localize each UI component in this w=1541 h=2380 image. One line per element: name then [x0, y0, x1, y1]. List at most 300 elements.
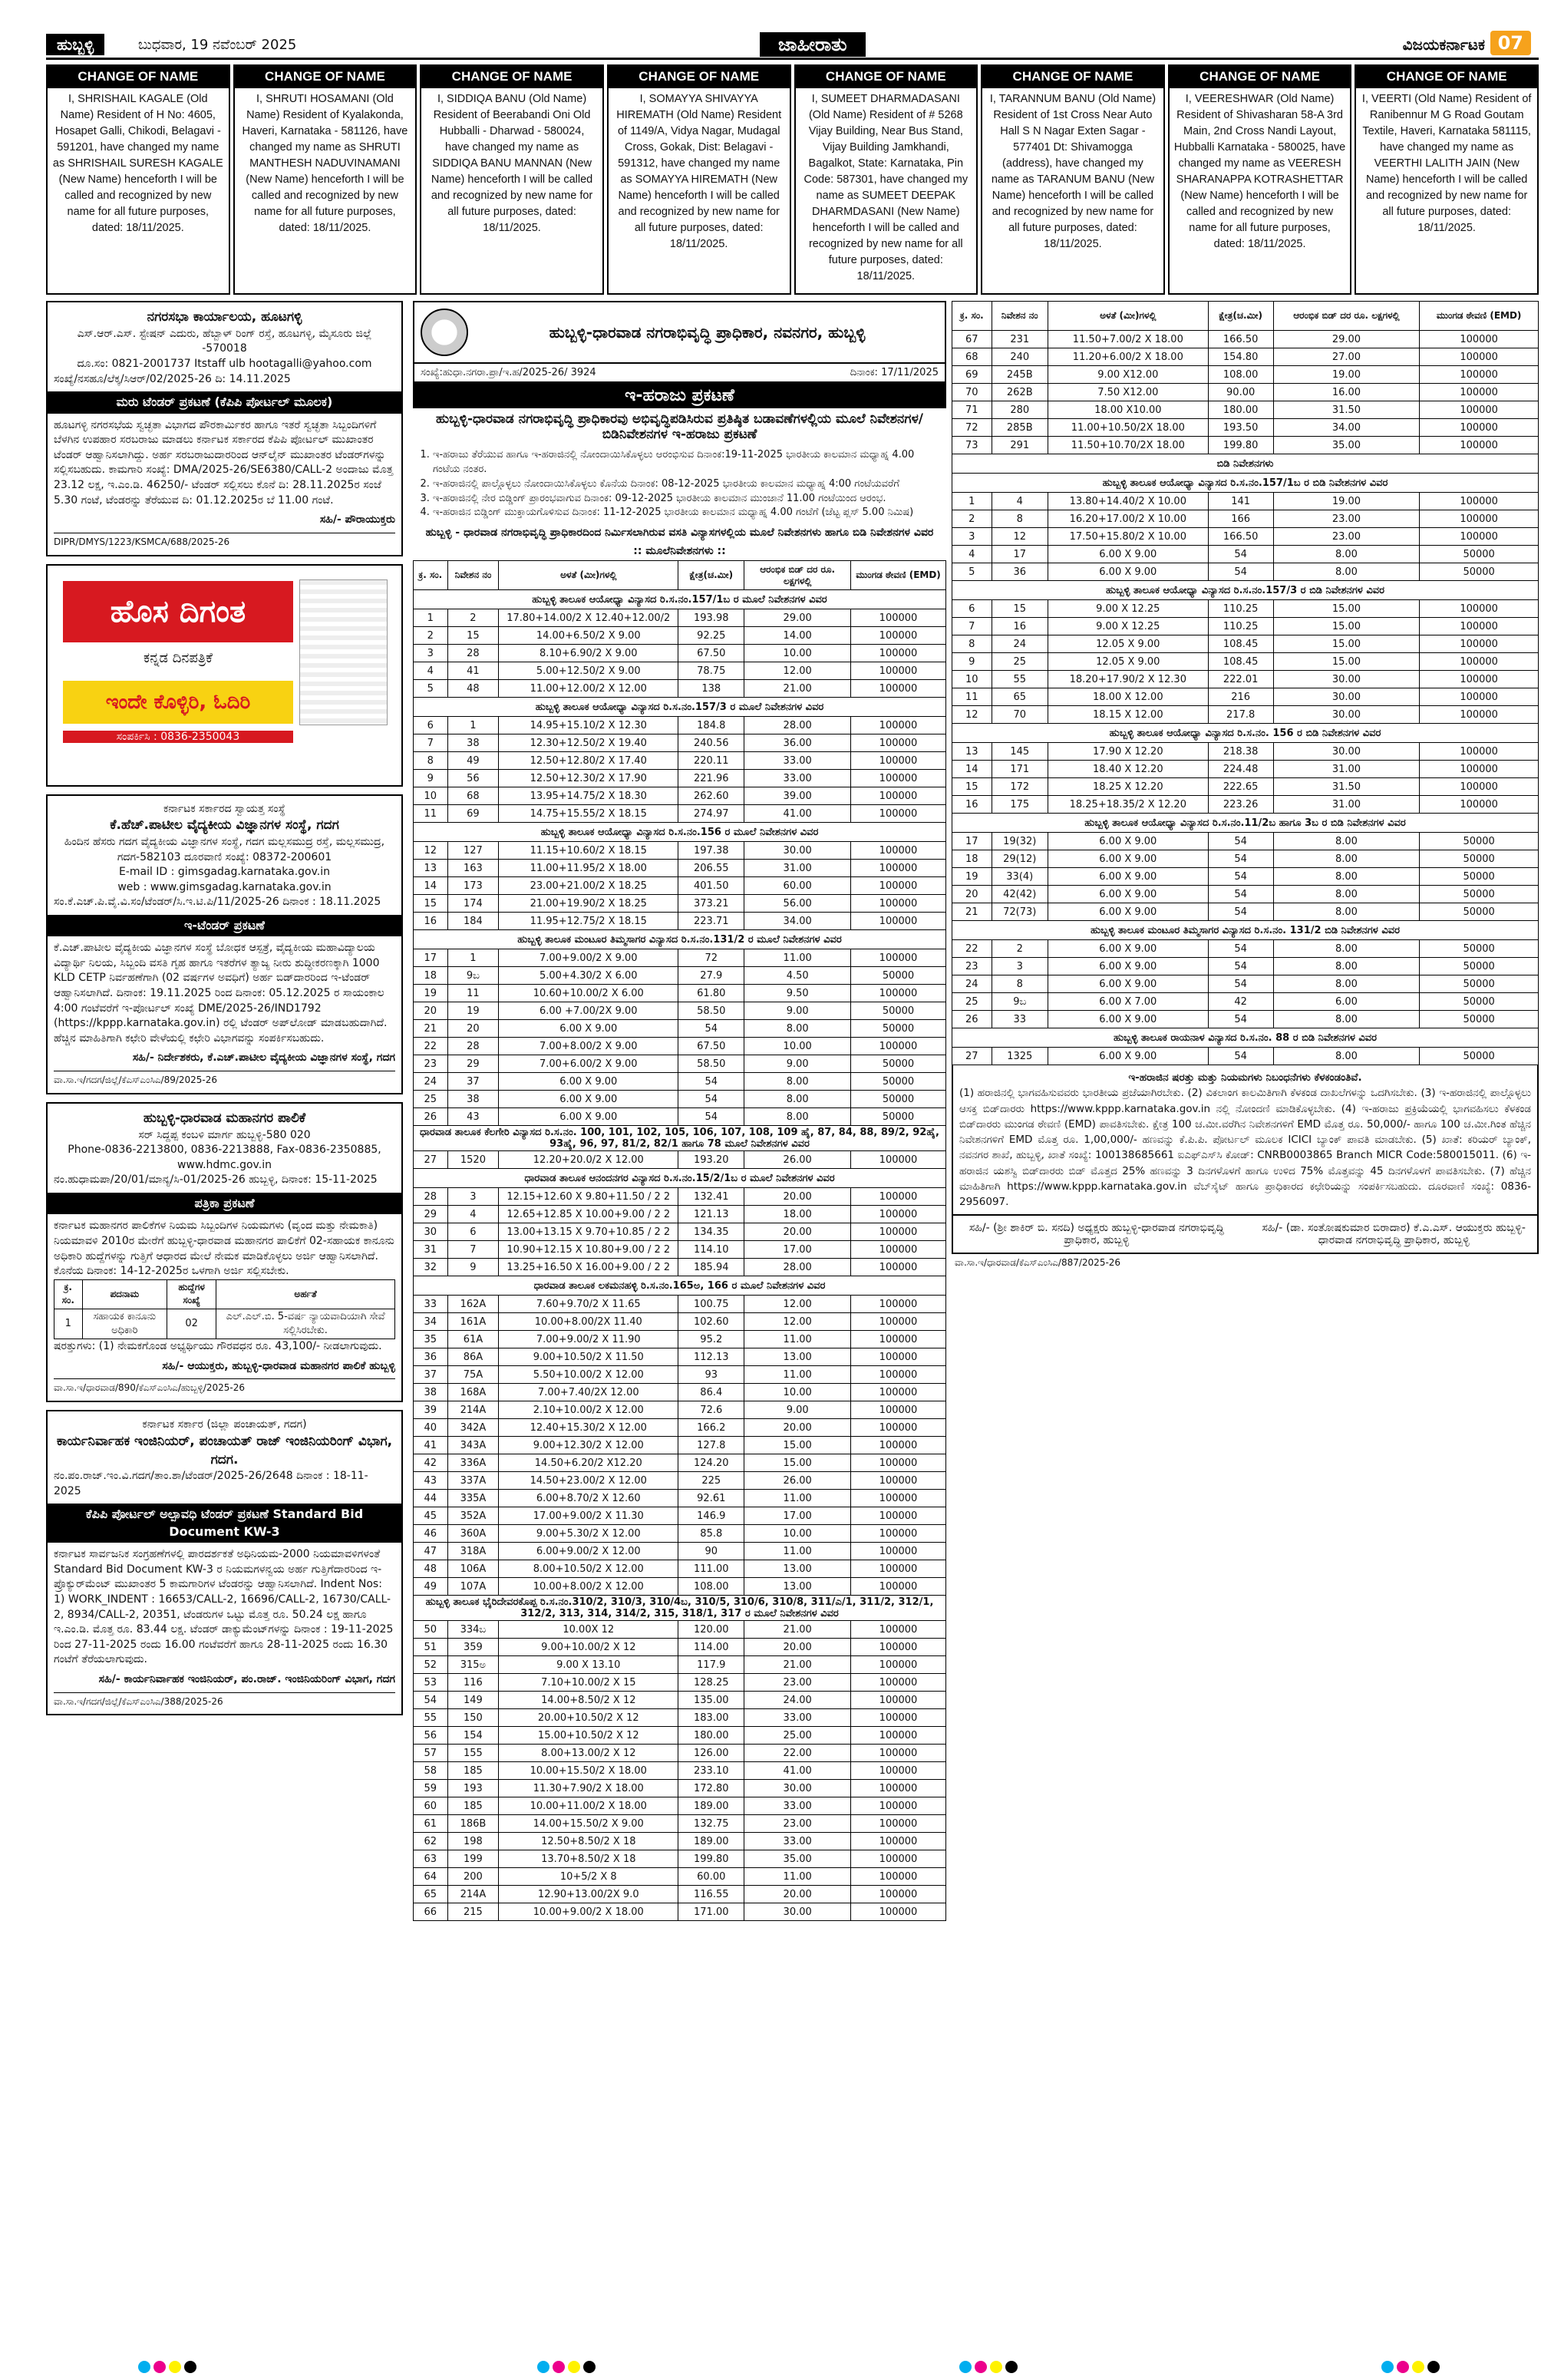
cell: 198 — [447, 1833, 499, 1850]
table-row — [952, 778, 1539, 796]
cell: 173 — [447, 877, 499, 895]
table-row — [952, 850, 1539, 868]
notice-body: ಹೂಟಗಳ್ಳಿ ನಗರಸಭೆಯ ಸ್ವಚ್ಛತಾ ವಿಭಾಗದ ಪೌರಕಾರ್ಮಿಕರ ಹಾಗೂ ಇತರೆ ಸ್ವಚ್ಛತಾ ಸಿಬ್ಬಂದಿಗಳಿಗೆ ಬೆಳಗಿನ ಉಪಹಾರ ಸರಬರಾಜು ಮಾಡಲು ಕರ್ನಾಟಕ ಸರ್ಕಾರದ ಕೆಪಿಪಿ ಪೋರ್ಟಲ್ ಮುಖಾಂತರ ಟೆಂಡರ್ ಆಹ್ವಾನಿಸಲಾಗಿದ್ದು. ಅರ್ಹ ಸರಬರಾಜುದಾರರಿಂದ ಆನ್‌ಲೈನ್ ಮುಖಾಂತರ ಟೆಂಡರ್‌ಗಳನ್ನು ಸಲ್ಲಿಸಬಹುದು. ಕಾಮಗಾರಿ ಸಂಖ್ಯೆ: DMA/2025-26/SE6380/CALL-2 ಅಂದಾಜು ಮೊತ್ತ 23.12 ಲಕ್ಷ, ಇ.ಎಂ.ಡಿ. 46250/- ಟೆಂಡರ್ ಸಲ್ಲಿಸಲು ಕೊನೆ ದಿ: 28.11.2025ರ ಸಂಜೆ 5.30 ಗಂಟೆ, ಟೆಂಡರನ್ನು ತೆರೆಯುವ ದಿ: 01.12.2025ರ ಬೆ 11.00 ಗಂಟೆ. — [54, 418, 394, 507]
cell: 19 — [414, 985, 448, 1002]
notice-ref: ಸಂ.ಕೆ.ಎಚ್.ಪಿ.ವೈ.ವಿ.ಸಂ/ಟೆಂಡರ್/ಸಿ.ಇ.ಟಿ.ಪಿ/11/2025-26 ದಿನಾಂಕ : 18.11.2025 — [54, 896, 381, 909]
notice-ref2: ವಾ.ಸಾ.ಇ/ಗದಗ/ಜಿಲ್ಲೆ/ಕೆಎಸ್ಎಂಸಿಎ/388/2025-26 — [54, 1692, 395, 1708]
cell: 18.40 X 12.20 — [1048, 761, 1208, 778]
cell: 10+5/2 X 8 — [499, 1868, 678, 1886]
table-row — [952, 384, 1539, 401]
cell: 285B — [992, 419, 1048, 437]
cell: 17.00 — [744, 1241, 851, 1259]
cell: 102.60 — [678, 1313, 744, 1331]
cell: 54 — [678, 1020, 744, 1038]
cell: 100000 — [851, 985, 946, 1002]
cell: 70 — [992, 706, 1048, 724]
cell: 48 — [414, 1560, 448, 1578]
cell: 20 — [447, 1020, 499, 1038]
table-row — [414, 949, 946, 967]
group-row — [414, 698, 946, 717]
cell: 50000 — [1420, 975, 1539, 993]
cell: 18.00 X 12.00 — [1048, 688, 1208, 706]
cell: 64 — [414, 1868, 448, 1886]
cell: 33.00 — [744, 1797, 851, 1815]
cell: 9 — [414, 770, 448, 787]
notice-sign: ಸಹಿ/- ಪೌರಾಯುಕ್ತರು — [319, 513, 395, 527]
cell: 6.00+9.00/2 X 12.00 — [499, 1543, 678, 1560]
cell: 199.80 — [1208, 437, 1273, 454]
cell: 121.13 — [678, 1206, 744, 1223]
cell: 11 — [447, 985, 499, 1002]
cell: 41 — [447, 662, 499, 680]
cell: 132.75 — [678, 1815, 744, 1833]
cell: 9.00 X 12.25 — [1048, 600, 1208, 618]
table-row — [414, 1259, 946, 1276]
cell: 9.00 X 12.25 — [1048, 618, 1208, 635]
cell: 225 — [678, 1472, 744, 1490]
cell: 38 — [447, 734, 499, 752]
cell: 183.00 — [678, 1709, 744, 1727]
cell: 10.90+12.15 X 10.80+9.00 / 2 2 — [499, 1241, 678, 1259]
cell: 67 — [952, 331, 992, 348]
notice-web: web : www.gimsgadag.karnataka.gov.in — [117, 880, 332, 893]
cell: 30.00 — [1273, 688, 1420, 706]
cell: 26 — [952, 1011, 992, 1028]
cell: 6.00 X 9.00 — [1048, 903, 1208, 921]
cell: 14.50+23.00/2 X 12.00 — [499, 1472, 678, 1490]
col-header: ನಿವೇಶನ ನಂ — [992, 302, 1048, 331]
cell: 69 — [952, 366, 992, 384]
cell: 70 — [952, 384, 992, 401]
cell: 36 — [414, 1348, 448, 1366]
cell: 12.15+12.60 X 9.80+11.50 / 2 2 — [499, 1188, 678, 1206]
black-dot — [583, 2361, 596, 2373]
cell: 23 — [414, 1055, 448, 1073]
cell: 106A — [447, 1560, 499, 1578]
col-header: ಅಳತೆ (ಮೀ)ಗಳಲ್ಲಿ — [499, 561, 678, 590]
group-row — [952, 581, 1539, 600]
cell: 11.95+12.75/2 X 18.15 — [499, 913, 678, 930]
hosadiganta-promo — [46, 564, 403, 787]
cell: 86A — [447, 1348, 499, 1366]
col-header: ಮುಂಗಡ ಠೇವಣಿ (EMD) — [851, 561, 946, 590]
cell: 100000 — [1420, 778, 1539, 796]
col-header: ಅರ್ಹತೆ — [216, 1279, 395, 1309]
cell: 26.00 — [744, 1151, 851, 1169]
magenta-dot — [1397, 2361, 1409, 2373]
cell: 50000 — [851, 1055, 946, 1073]
cell: 108.00 — [1208, 366, 1273, 384]
cell: 100000 — [851, 787, 946, 805]
cell: 11 — [414, 805, 448, 823]
cell: 15.00 — [744, 1437, 851, 1454]
cell: 9.00 — [744, 1401, 851, 1419]
table-row — [414, 913, 946, 930]
table-row — [414, 1903, 946, 1921]
cell: 54 — [678, 1073, 744, 1091]
cell: 21.00 — [744, 1656, 851, 1674]
cell: 193.20 — [678, 1151, 744, 1169]
cell: 100000 — [1420, 761, 1539, 778]
cell: 18.00 — [744, 1206, 851, 1223]
name-change-ads — [46, 64, 1539, 295]
cell: 100000 — [851, 1656, 946, 1674]
cell: 7.00+6.00/2 X 9.00 — [499, 1055, 678, 1073]
cell: 14.00+6.50/2 X 9.00 — [499, 627, 678, 645]
cell: 7.00+9.00/2 X 11.90 — [499, 1331, 678, 1348]
cell: 38 — [447, 1091, 499, 1108]
cell: 59 — [414, 1780, 448, 1797]
cell: 9.50 — [744, 985, 851, 1002]
cell: 10 — [414, 787, 448, 805]
cell: 6.00 X 9.00 — [1048, 850, 1208, 868]
table-row — [414, 627, 946, 645]
cell: 37 — [414, 1366, 448, 1384]
black-dot — [1005, 2361, 1018, 2373]
table-row — [952, 761, 1539, 778]
table-row — [414, 1091, 946, 1108]
cell: 127 — [447, 842, 499, 860]
cell: 373.21 — [678, 895, 744, 913]
table-row — [414, 787, 946, 805]
yellow-dot — [568, 2361, 580, 2373]
group-label: ಹುಬ್ಬಳ್ಳಿ ತಾಲೂಕ ಮಂಟೂರ ತಿಮ್ಮಸಾಗರ ವಿನ್ಯಾಸದ ರಿ.ಸ.ನಂ. 131/2 ಬಿಡಿ ನಿವೇಶನಗಳ ವಿವರ — [952, 921, 1539, 940]
table-row — [414, 1348, 946, 1366]
auction-conditions — [952, 1065, 1539, 1216]
cell: 240.56 — [678, 734, 744, 752]
cell: 5.50+10.00/2 X 12.00 — [499, 1366, 678, 1384]
group-row — [952, 921, 1539, 940]
cell: 69 — [447, 805, 499, 823]
authority-emblem-icon — [421, 309, 468, 356]
cell: 189.00 — [678, 1797, 744, 1815]
table-row — [414, 1525, 946, 1543]
cell: 13 — [952, 743, 992, 761]
cell: 4 — [414, 662, 448, 680]
cell: 100000 — [851, 1850, 946, 1868]
cell: 71 — [952, 401, 992, 419]
cell: 100000 — [1420, 419, 1539, 437]
cell: 10.60+10.00/2 X 6.00 — [499, 985, 678, 1002]
cell: 186B — [447, 1815, 499, 1833]
cell: 25.00 — [744, 1727, 851, 1745]
cell: 90 — [678, 1543, 744, 1560]
cell: 100000 — [851, 662, 946, 680]
cell: 50000 — [851, 1002, 946, 1020]
group-row — [414, 823, 946, 842]
table-row — [414, 1797, 946, 1815]
table-row — [952, 419, 1539, 437]
table-row — [414, 805, 946, 823]
cell: 3 — [447, 1188, 499, 1206]
cell: 8.00 — [1273, 1011, 1420, 1028]
cell: 50000 — [851, 1020, 946, 1038]
cell: 114.00 — [678, 1639, 744, 1656]
cell: 100000 — [851, 1366, 946, 1384]
cell: 54 — [414, 1692, 448, 1709]
cell: ಎಲ್.ಎಲ್.ಬಿ. 5-ವರ್ಷ ನ್ಯಾಯವಾದಿಯಾಗಿ ಸೇವೆ ಸಲ್ಲಿಸಿರಬೇಕು. — [216, 1309, 395, 1339]
group-label: ಹುಬ್ಬಳ್ಳಿ ತಾಲೂಕ ಆಯೋಧ್ಯಾ ವಿನ್ಯಾಸದ ರಿ.ಸ.ನಂ.156 ರ ಮೂಲೆ ನಿವೇಶನಗಳ ವಿವರ — [414, 823, 946, 842]
cell: 67.50 — [678, 645, 744, 662]
cell: 145 — [992, 743, 1048, 761]
group-row — [414, 590, 946, 609]
cell: 28 — [447, 645, 499, 662]
registration-marks — [138, 2361, 196, 2373]
magenta-dot — [153, 2361, 166, 2373]
cell: 50000 — [1420, 868, 1539, 886]
cell: 54 — [1208, 958, 1273, 975]
cell: 110.25 — [1208, 600, 1273, 618]
cell: 100000 — [1420, 600, 1539, 618]
cell: 22.00 — [744, 1745, 851, 1762]
cell: 180.00 — [1208, 401, 1273, 419]
term-item: 3. ಇ-ಹರಾಜಿನಲ್ಲಿ ನೇರ ಬಿಡ್ಡಿಂಗ್ ಪ್ರಾರಂಭವಾಗುವ ದಿನಾಂಕ: 09-12-2025 ಭಾರತೀಯ ಕಾಲಮಾನ ಮುಂಜಾನೆ 11.00 ಗಂಟೆಯಿಂದ ಆರಂಭ. — [433, 492, 940, 507]
section-banner: ಜಾಹೀರಾತು — [760, 32, 866, 57]
cell: 36 — [992, 563, 1048, 581]
cell: 9.00+10.00/2 X 12 — [499, 1639, 678, 1656]
table-row — [952, 653, 1539, 671]
cell: 100000 — [1420, 706, 1539, 724]
cell: 54 — [1208, 903, 1273, 921]
cell: 52 — [414, 1656, 448, 1674]
cell: 100000 — [851, 1437, 946, 1454]
cell: 100000 — [851, 1833, 946, 1850]
cell: 7.10+10.00/2 X 15 — [499, 1674, 678, 1692]
cell: 8.00+10.50/2 X 12.00 — [499, 1560, 678, 1578]
cell: 61 — [414, 1815, 448, 1833]
posts-table — [54, 1279, 395, 1339]
cell: 100000 — [851, 1472, 946, 1490]
cell: 10 — [952, 671, 992, 688]
cell: 150 — [447, 1709, 499, 1727]
cell: 49 — [414, 1578, 448, 1596]
auction-title: ಹುಬ್ಬಳ್ಳಿ-ಧಾರವಾಡ ನಗರಾಭಿವೃದ್ಧಿ ಪ್ರಾಧಿಕಾರ, ನವನಗರ, ಹುಬ್ಬಳ್ಳಿ — [549, 323, 866, 342]
table-row — [414, 1692, 946, 1709]
col-header: ಆರಂಭಿಕ ಬಿಡ್ ದರ ರೂ. ಲಕ್ಷಗಳಲ್ಲಿ — [744, 561, 851, 590]
cell: 100000 — [851, 1560, 946, 1578]
cell: 12.90+13.00/2X 9.0 — [499, 1886, 678, 1903]
cell: 12.05 X 9.00 — [1048, 653, 1208, 671]
cell: 197.38 — [678, 842, 744, 860]
cell: 17.00 — [744, 1507, 851, 1525]
table-row — [414, 1815, 946, 1833]
ad-body: I, TARANNUM BANU (Old Name) Resident of 1st Cross Near Auto Hall S N Nagar Exten Sagar - 577401 Dt: Shivamogga (address), have changed my name as TARANUM BANU (New Name) henceforth I will be called and recognized by new name for all future purposes, dated: 18/11/2025. — [989, 92, 1157, 250]
cell: 10.00 — [744, 645, 851, 662]
cell: 58 — [414, 1762, 448, 1780]
cell: 55 — [992, 671, 1048, 688]
cell: 18.20+17.90/2 X 12.30 — [1048, 671, 1208, 688]
cell: 1 — [54, 1309, 83, 1339]
cell: 50000 — [1420, 850, 1539, 868]
group-label: ಹುಬ್ಬಳ್ಳಿ ತಾಲೂಕ ಆಯೋಧ್ಯಾ ವಿನ್ಯಾಸದ ರಿ.ಸ.ನಂ. 156 ರ ಬಿಡಿ ನಿವೇಶನಗಳ ವಿವರ — [952, 724, 1539, 743]
cell: 31.00 — [1273, 796, 1420, 814]
notice-bar: ಕೆಪಿಪಿ ಪೋರ್ಟಲ್ ಅಲ್ಪಾವಧಿ ಟೆಂಡರ್ ಪ್ರಕಟಣೆ Standard Bid Document KW-3 — [48, 1504, 401, 1543]
table-row — [414, 1886, 946, 1903]
cell: 28.00 — [744, 717, 851, 734]
group-row — [414, 930, 946, 949]
cell: 23 — [952, 958, 992, 975]
cell: 15.00 — [1273, 600, 1420, 618]
cell: 30.00 — [744, 842, 851, 860]
table-row — [414, 842, 946, 860]
cell: 86.4 — [678, 1384, 744, 1401]
cell: 171.00 — [678, 1903, 744, 1921]
notice-email: E-mail ID : gimsgadag.karnataka.gov.in — [118, 866, 331, 879]
cell: 17.90 X 12.20 — [1048, 743, 1208, 761]
notice-bar: ಪತ್ರಿಕಾ ಪ್ರಕಟಣೆ — [48, 1193, 401, 1214]
cell: 19(32) — [992, 833, 1048, 850]
cell: 100000 — [1420, 618, 1539, 635]
cell: 78.75 — [678, 662, 744, 680]
notice-sign: ಸಹಿ/- ಆಯುಕ್ತರು, ಹುಬ್ಬಳ್ಳಿ-ಧಾರವಾಡ ಮಹಾನಗರ ಪಾಲಿಕೆ ಹುಬ್ಬಳ್ಳಿ — [162, 1359, 395, 1372]
cell: 214A — [447, 1401, 499, 1419]
cell: 23.00 — [744, 1674, 851, 1692]
ad-body: I, SIDDIQA BANU (Old Name) Resident of Beerabandi Oni Old Hubballi - Dharwad - 580024, have changed my name as SIDDIQA BANU MANNAN (New Name) henceforth I will be called and recognized by new name for all future purposes, dated: 18/11/2025. — [431, 92, 593, 234]
cell: 171 — [992, 761, 1048, 778]
cell: 100000 — [851, 770, 946, 787]
notice-contact: ದೂ.ಸಂ: 0821-2001737 Itstaff ulb hootagalli@yahoo.com — [77, 357, 372, 370]
cell: 18 — [952, 850, 992, 868]
cell: 161A — [447, 1313, 499, 1331]
cell: 31.00 — [1273, 761, 1420, 778]
cell: 25 — [952, 993, 992, 1011]
cell: 100000 — [1420, 437, 1539, 454]
auction-ref: ಸಂಖ್ಯೆ:ಹುಧಾ.ನಗರಾ.ಪ್ರಾ/ಇ.ಹ/2025-26/ 3924 — [421, 367, 596, 378]
cell: 100000 — [851, 895, 946, 913]
name-change-ad — [794, 64, 978, 295]
cell: 12.00 — [744, 662, 851, 680]
cell: 11.00 — [744, 1331, 851, 1348]
cell: 100000 — [1420, 493, 1539, 510]
cell: 23.00+21.00/2 X 18.25 — [499, 877, 678, 895]
table-row — [414, 1151, 946, 1169]
cell: 8.00 — [1273, 850, 1420, 868]
cell: 9.00 X 13.10 — [499, 1656, 678, 1674]
cell: 30 — [414, 1223, 448, 1241]
table-row — [414, 1223, 946, 1241]
notice-body: ಕರ್ನಾಟಕ ಮಹಾನಗರ ಪಾಲಿಕೆಗಳ ನಿಯಮ ಸಿಬ್ಬಂದಿಗಳ ನಿಯಮಗಳು (ವೃಂದ ಮತ್ತು ನೇಮಕಾತಿ) ನಿಯಮಾವಳಿ 2010ರ ಮೇರೆಗೆ ಹುಬ್ಬಳ್ಳಿ-ಧಾರವಾಡ ಮಹಾನಗರ ಪಾಲಿಕೆಗೆ 02-ಸಹಾಯಕ ಕಾನೂನು ಅಧಿಕಾರಿ ಹುದ್ದೆಗಳನ್ನು ಗುತ್ತಿಗೆ ಆಧಾರದ ಮೇಲೆ ನೇಮಕ ಮಾಡಿಕೊಳ್ಳಲು ಅರ್ಜಿ ಆಹ್ವಾನಿಸಲಾಗಿದೆ. ಕೊನೆಯ ದಿನಾಂಕ: 14-12-2025ರ ಒಳಗಾಗಿ ಅರ್ಜಿ ಸಲ್ಲಿಸಬೇಕು. — [54, 1220, 394, 1278]
cell: 222.65 — [1208, 778, 1273, 796]
cell: 43 — [447, 1108, 499, 1126]
table-row — [414, 1454, 946, 1472]
cell: 15.00 — [1273, 635, 1420, 653]
cell: 180.00 — [678, 1727, 744, 1745]
group-row — [952, 1028, 1539, 1048]
cell: 33.00 — [744, 1833, 851, 1850]
cell: 100000 — [1420, 671, 1539, 688]
cell: 117.9 — [678, 1656, 744, 1674]
group-label: ಧಾರವಾಡ ತಾಲೂಕ ಲಕಮನಹಳ್ಳಿ ರಿ.ಸ.ನಂ.165ಅ, 166 ರ ಮೂಲೆ ನಿವೇಶನಗಳ ವಿವರ — [414, 1276, 946, 1296]
table-row — [414, 967, 946, 985]
auction-ref-line — [413, 364, 946, 383]
cell: 24.00 — [744, 1692, 851, 1709]
table-row — [414, 1002, 946, 1020]
cell: 42 — [1208, 993, 1273, 1011]
cell: 8.00 — [744, 1020, 851, 1038]
table-row — [414, 1780, 946, 1797]
cell: 8.00 — [1273, 546, 1420, 563]
cell: 114.10 — [678, 1241, 744, 1259]
yellow-dot — [169, 2361, 181, 2373]
notice-ref2: DIPR/DMYS/1223/KSMCA/688/2025-26 — [54, 533, 395, 549]
table-row — [952, 671, 1539, 688]
cell: 100.75 — [678, 1296, 744, 1313]
cell: 9.00 X12.00 — [1048, 366, 1208, 384]
cell: 15 — [952, 778, 992, 796]
cell: 100000 — [851, 752, 946, 770]
table-header-row — [414, 561, 946, 590]
cell: 189.00 — [678, 1833, 744, 1850]
cell: 100000 — [851, 1797, 946, 1815]
table-row — [414, 1038, 946, 1055]
cell: 100000 — [851, 1692, 946, 1709]
cell: 12.30+12.50/2 X 19.40 — [499, 734, 678, 752]
cell: 100000 — [851, 1151, 946, 1169]
cell: 100000 — [1420, 331, 1539, 348]
cell: 50000 — [1420, 546, 1539, 563]
cell: 26 — [414, 1108, 448, 1126]
cell: 9.00 — [744, 1055, 851, 1073]
cell: 8.00 — [1273, 833, 1420, 850]
table-row — [414, 734, 946, 752]
cell: 50000 — [851, 1073, 946, 1091]
cell: 100000 — [851, 717, 946, 734]
cell: 29.00 — [744, 609, 851, 627]
cell: 18.25+18.35/2 X 12.20 — [1048, 796, 1208, 814]
group-row — [414, 1169, 946, 1188]
black-dot — [184, 2361, 196, 2373]
notice-address: ಎಸ್.ಆರ್.ಎಸ್. ಸ್ಟೇಷನ್ ಎದುರು, ಹೆಬ್ಬಾಳ್ ರಿಂಗ್ ರಸ್ತೆ, ಹೂಟಗಳ್ಳಿ, ಮೈಸೂರು ಜಿಲ್ಲೆ -570018 — [77, 327, 372, 355]
cell: 95.2 — [678, 1331, 744, 1348]
cell: 8.00 — [1273, 886, 1420, 903]
cell: 29(12) — [992, 850, 1048, 868]
cell: 33.00 — [744, 1709, 851, 1727]
cell: 41 — [414, 1437, 448, 1454]
cell: 6.00 X 9.00 — [1048, 1048, 1208, 1065]
table-row — [414, 1384, 946, 1401]
cell: 50000 — [851, 967, 946, 985]
cell: 262B — [992, 384, 1048, 401]
notice-ref: ನಂ.ಪಂ.ರಾಜ್.ಇಂ.ವಿ.ಗದಗ/ತಾಂ.ಶಾ/ಟೆಂಡರ್/2025-26/2648 ದಿನಾಂಕ : 18-11-2025 — [54, 1470, 368, 1497]
group-label: ಧಾರವಾಡ ತಾಲೂಕ ಆನಂದನಗರ ವಿನ್ಯಾಸದ ರಿ.ಸ.ನಂ.15/2/1ಬ ರ ಮೂಲೆ ನಿವೇಶನಗಳ ವಿವರ — [414, 1169, 946, 1188]
cell: 100000 — [851, 1578, 946, 1596]
table-row — [414, 1639, 946, 1656]
cell: 20.00 — [744, 1419, 851, 1437]
cell: 35 — [414, 1331, 448, 1348]
cell: 5.00+4.30/2 X 6.00 — [499, 967, 678, 985]
cell: 50000 — [851, 1108, 946, 1126]
cell: 223.71 — [678, 913, 744, 930]
cell: 20.00 — [744, 1188, 851, 1206]
cell: 11.15+10.60/2 X 18.15 — [499, 842, 678, 860]
cell: 17 — [992, 546, 1048, 563]
cell: 58.50 — [678, 1055, 744, 1073]
newspaper-cover-image — [299, 579, 388, 725]
cell: 274.97 — [678, 805, 744, 823]
cell: 5 — [952, 563, 992, 581]
cell: 18 — [414, 967, 448, 985]
cell: 100000 — [851, 1313, 946, 1331]
group-row — [952, 724, 1539, 743]
cell: 15 — [447, 627, 499, 645]
cell: 54 — [1208, 833, 1273, 850]
cell: 28 — [447, 1038, 499, 1055]
cell: 100000 — [851, 627, 946, 645]
col-header: ಅಳತೆ (ಮೀ)ಗಳಲ್ಲಿ — [1048, 302, 1208, 331]
cell: 22 — [414, 1038, 448, 1055]
cell: 18.25 X 12.20 — [1048, 778, 1208, 796]
cell: 100000 — [851, 1331, 946, 1348]
